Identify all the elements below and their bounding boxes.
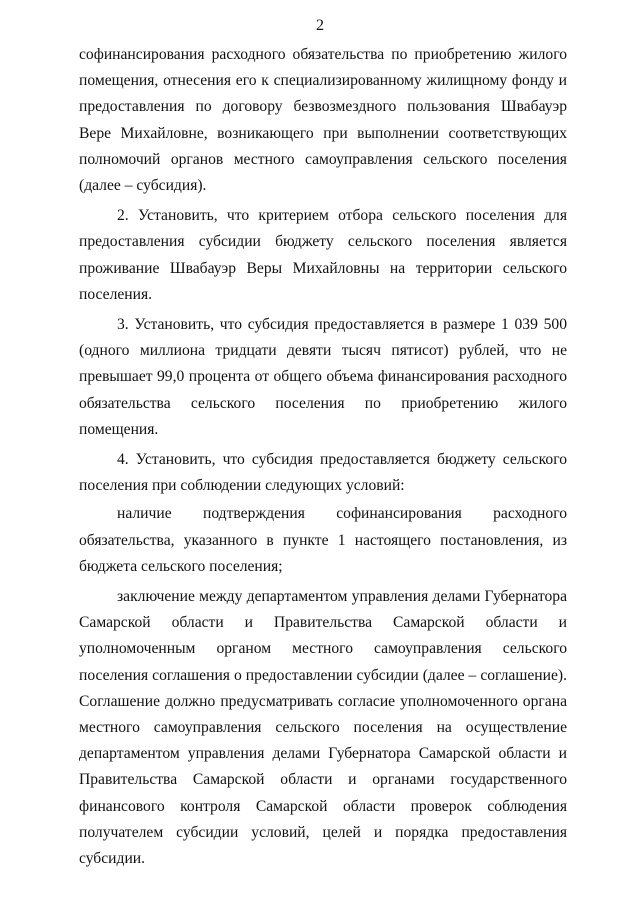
paragraph-item-4: 4. Установить, что субсидия предоставляется бюджету сельского поселения при соблюдении следующих условий:: [79, 451, 567, 495]
paragraph-condition-1: наличие подтверждения софинансирования расходного обязательства, указанного в пункте 1 настоящего постановления, из бюджета сельского поселения;: [79, 505, 567, 575]
paragraph-continuation: софинансирования расходного обязательства по приобретению жилого помещения, отнесения его к специализированному жилищному фонду и предоставления по договору безвозмездного пользования Швабауэр Вере Михайловне, возникающего при выполнении соответствующих полномочий органов местного самоуправления сельского поселения (далее – субсидия).: [79, 46, 567, 195]
paragraph-item-3: 3. Установить, что субсидия предоставляется в размере 1 039 500 (одного миллиона тридцати девяти тысяч пятисот) рублей, что не превышает 99,0 процента от общего объема финансирования расходного обязательства сельского поселения по приобретению жилого помещения.: [79, 316, 567, 438]
document-body: [79, 42, 567, 872]
paragraph-item-2: 2. Установить, что критерием отбора сельского поселения для предоставления субсидии бюджету сельского поселения является проживание Швабауэр Веры Михайловны на территории сельского поселения.: [79, 207, 567, 303]
paragraph-condition-2: заключение между департаментом управления делами Губернатора Самарской области и Правительства Самарской области и уполномоченным органом местного самоуправления сельского поселения соглашения о предоставлении субсидии (далее – соглашение). Соглашение должно предусматривать согласие уполномоченного органа местного самоуправления сельского поселения на осуществление департаментом управления делами Губернатора Самарской области и Правительства Самарской области и органами государственного финансового контроля Самарской области проверок соблюдения получателем субсидии условий, целей и порядка предоставления субсидии.: [79, 588, 567, 868]
page-number: 2: [316, 17, 324, 34]
